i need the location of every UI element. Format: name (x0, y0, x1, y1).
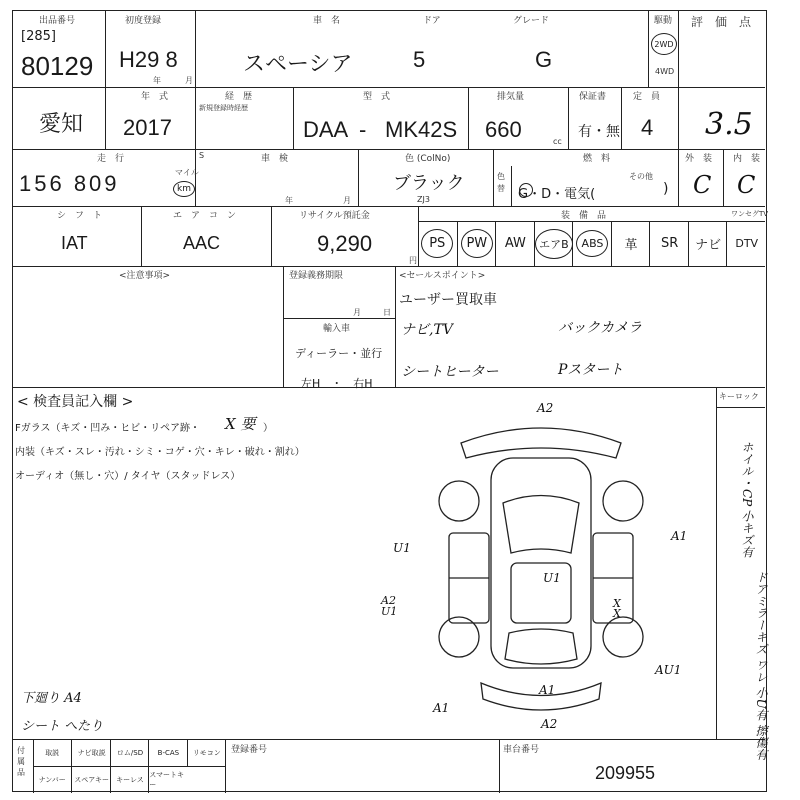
equipment-item: AW (495, 221, 535, 266)
inspector-glass-close: ） (263, 423, 273, 434)
sales-item-push-start: Pスタート (558, 362, 624, 378)
front-bumper-shape (461, 428, 621, 458)
label-equipment: 装 備 品 (561, 211, 607, 221)
mark-left-a2-u1: A2 U1 (381, 594, 398, 618)
label-deadline-day: 日 (383, 308, 391, 317)
wheel-cap-note: ホイル・CP 小キズ有 (740, 441, 754, 559)
inspector-glass: Fガラス（キズ・凹み・ヒビ・リペア跡・ (15, 423, 201, 434)
label-history: 経 歴 (225, 92, 253, 102)
label-type: 型 式 (363, 92, 391, 102)
label-recycle: リサイクル預託金 (299, 211, 370, 221)
label-accessories: 付属品 (17, 746, 25, 777)
equipment-item: ナビ (688, 221, 728, 266)
front-left-wheel (439, 481, 479, 521)
steering-side: 左H ・ 右H (301, 377, 373, 390)
type-code: MK42S (385, 117, 458, 142)
shift: IAT (61, 233, 88, 253)
label-inspection-year: 年 (285, 196, 293, 205)
label-interior: 内 装 (733, 154, 761, 164)
maintenance-book: 有・無 (578, 124, 620, 140)
displacement: 660 (485, 117, 522, 142)
equipment-item: SR (649, 221, 689, 266)
equipment-item: PS (418, 221, 457, 266)
sales-item-nav-tv: ナビ,TV (401, 322, 453, 338)
label-chassis-no: 車台番号 (503, 745, 540, 755)
history-note: 新規登録時経歴 (199, 104, 248, 112)
accessories-row-2 (33, 766, 225, 793)
label-color: 色 (ColNo) (405, 154, 451, 164)
accessory-item: スマートキー (148, 766, 187, 793)
accessory-item: キーレス (110, 766, 149, 793)
model-year: 2017 (123, 115, 172, 140)
label-year: 年 (153, 76, 161, 85)
interior-grade: C (737, 171, 756, 199)
label-first-registration: 初度登録 (125, 16, 162, 26)
label-inspector: < 検査員記入欄 > (17, 394, 134, 410)
grade: G (535, 47, 553, 72)
import-dealer-parallel: ディーラー・並行 (295, 347, 383, 360)
roof (511, 563, 571, 623)
entry-number: 80129 (21, 51, 94, 81)
color: ブラック (393, 173, 465, 193)
label-one-seg: ワンセグTV (731, 210, 769, 218)
label-grade: グレード (513, 16, 550, 26)
label-maintenance: 保証書 (579, 92, 607, 102)
car-name: スペーシア (243, 51, 353, 76)
capacity: 4 (641, 115, 654, 140)
equipment-list (418, 221, 765, 266)
equipment-item: エアB (534, 221, 574, 266)
recycle-fee: 9,290 (317, 231, 373, 256)
equipment-item: ABS (572, 221, 612, 266)
inspector-audio-tire: オーディオ（無し・穴）/ タイヤ（スタッドレス） (15, 471, 241, 482)
mirror-note: ドアミラーキズ ワレ 小U有 擦傷有 (754, 571, 768, 761)
front-right-wheel (603, 481, 643, 521)
mark-rear-left-a1: A1 (433, 701, 450, 715)
label-score: 評 価 点 (691, 15, 752, 29)
drive-4wd: 4WD (655, 67, 675, 76)
chassis-number: 209955 (595, 763, 656, 783)
displacement-unit: cc (553, 137, 562, 146)
mileage-unit-km: km (173, 181, 195, 197)
label-fuel: 燃 料 (583, 154, 611, 164)
label-aircon: エ ア コ ン (173, 211, 237, 221)
recycle-unit: 円 (409, 256, 417, 265)
label-sales-point: <セールスポイント> (399, 271, 486, 281)
label-color-change: 色替 (497, 172, 505, 193)
label-caution: <注意事項> (119, 271, 171, 281)
sales-item-seat-heater: シートヒーター (401, 364, 499, 380)
inspector-interior: 内装（キズ・スレ・汚れ・シミ・コゲ・穴・キレ・破れ・割れ） (15, 447, 305, 458)
mark-roof-u1: U1 (543, 571, 561, 585)
aircon: AAC (183, 233, 221, 253)
type-prefix: DAA (303, 117, 349, 142)
first-registration: H29 8 (119, 47, 178, 72)
drive-2wd-circled: 2WD (651, 33, 677, 55)
mark-right-xx: X X (613, 597, 621, 620)
auction-sheet (12, 10, 767, 792)
type-dash: - (359, 117, 367, 142)
mark-right-a1: A1 (671, 529, 688, 543)
label-exterior: 外 装 (685, 154, 713, 164)
sales-user-buyback: ユーザー買取車 (399, 292, 497, 308)
mark-rear-a1: A1 (539, 683, 556, 697)
fuel-gasoline-circle (519, 183, 533, 197)
accessory-item: ナンバー (38, 775, 66, 784)
color-code: ZJ3 (417, 195, 430, 204)
label-s: S (199, 151, 205, 160)
equipment-item: DTV (726, 221, 766, 266)
fuel-close: ) (663, 181, 669, 197)
label-deadline-month: 月 (353, 308, 361, 317)
accessory-item: 取説 (45, 748, 60, 757)
sales-item-back-camera: バックカメラ (558, 320, 642, 336)
accessory-item: ナビ取説 (71, 739, 110, 766)
fuel-options: G・D・電気( (518, 187, 596, 202)
accessory-item: ロム/SD (110, 739, 149, 766)
mark-rear-a2: A2 (541, 717, 558, 731)
label-door: ドア (423, 16, 441, 26)
label-registration-deadline: 登録義務期限 (289, 271, 344, 281)
label-key-lock: キーロック (719, 392, 759, 401)
door-count: 5 (413, 47, 426, 72)
accessory-item: リモコン (187, 739, 226, 766)
equipment-item: PW (457, 221, 497, 266)
mileage: 156 809 (19, 171, 120, 196)
exterior-grade: C (693, 171, 712, 199)
handwritten-underbody: 下廻り A4 (21, 691, 82, 706)
label-entry-no: 出品番号 (39, 16, 76, 26)
label-prev-registration: 登録番号 (231, 745, 268, 755)
label-capacity: 定 員 (633, 92, 661, 102)
score-handwritten: 3.5 (705, 107, 753, 142)
label-model-year: 年 式 (141, 92, 169, 102)
accessories-row-1 (33, 739, 225, 766)
label-month: 月 (185, 76, 193, 85)
mark-front-a2: A2 (537, 401, 554, 415)
windshield (503, 496, 579, 554)
label-import: 輸入車 (323, 324, 351, 334)
label-shift: シ フ ト (57, 211, 103, 221)
label-inspection-month: 月 (343, 196, 351, 205)
label-car-name: 車 名 (313, 16, 341, 26)
inspector-glass-handwritten: X 要 (225, 415, 256, 433)
label-displacement: 排気量 (497, 92, 525, 102)
equipment-item: 革 (611, 221, 651, 266)
handwritten-seat-wear: シート へたり (21, 719, 104, 734)
rear-window (505, 629, 577, 664)
label-drive: 駆動 (654, 16, 673, 26)
fuel-other: その他 (629, 172, 653, 181)
mark-left-u1: U1 (393, 541, 411, 555)
label-mileage: 走 行 (97, 154, 125, 164)
accessory-item: スペアキー (71, 766, 110, 793)
accessory-item: B-CAS (148, 739, 187, 766)
mark-rear-au1: AU1 (655, 663, 682, 677)
region: 愛知 (39, 111, 84, 136)
entry-prefix: [285] (21, 29, 56, 44)
label-inspection: 車 検 (261, 154, 289, 164)
label-mile: マイル (175, 168, 199, 177)
